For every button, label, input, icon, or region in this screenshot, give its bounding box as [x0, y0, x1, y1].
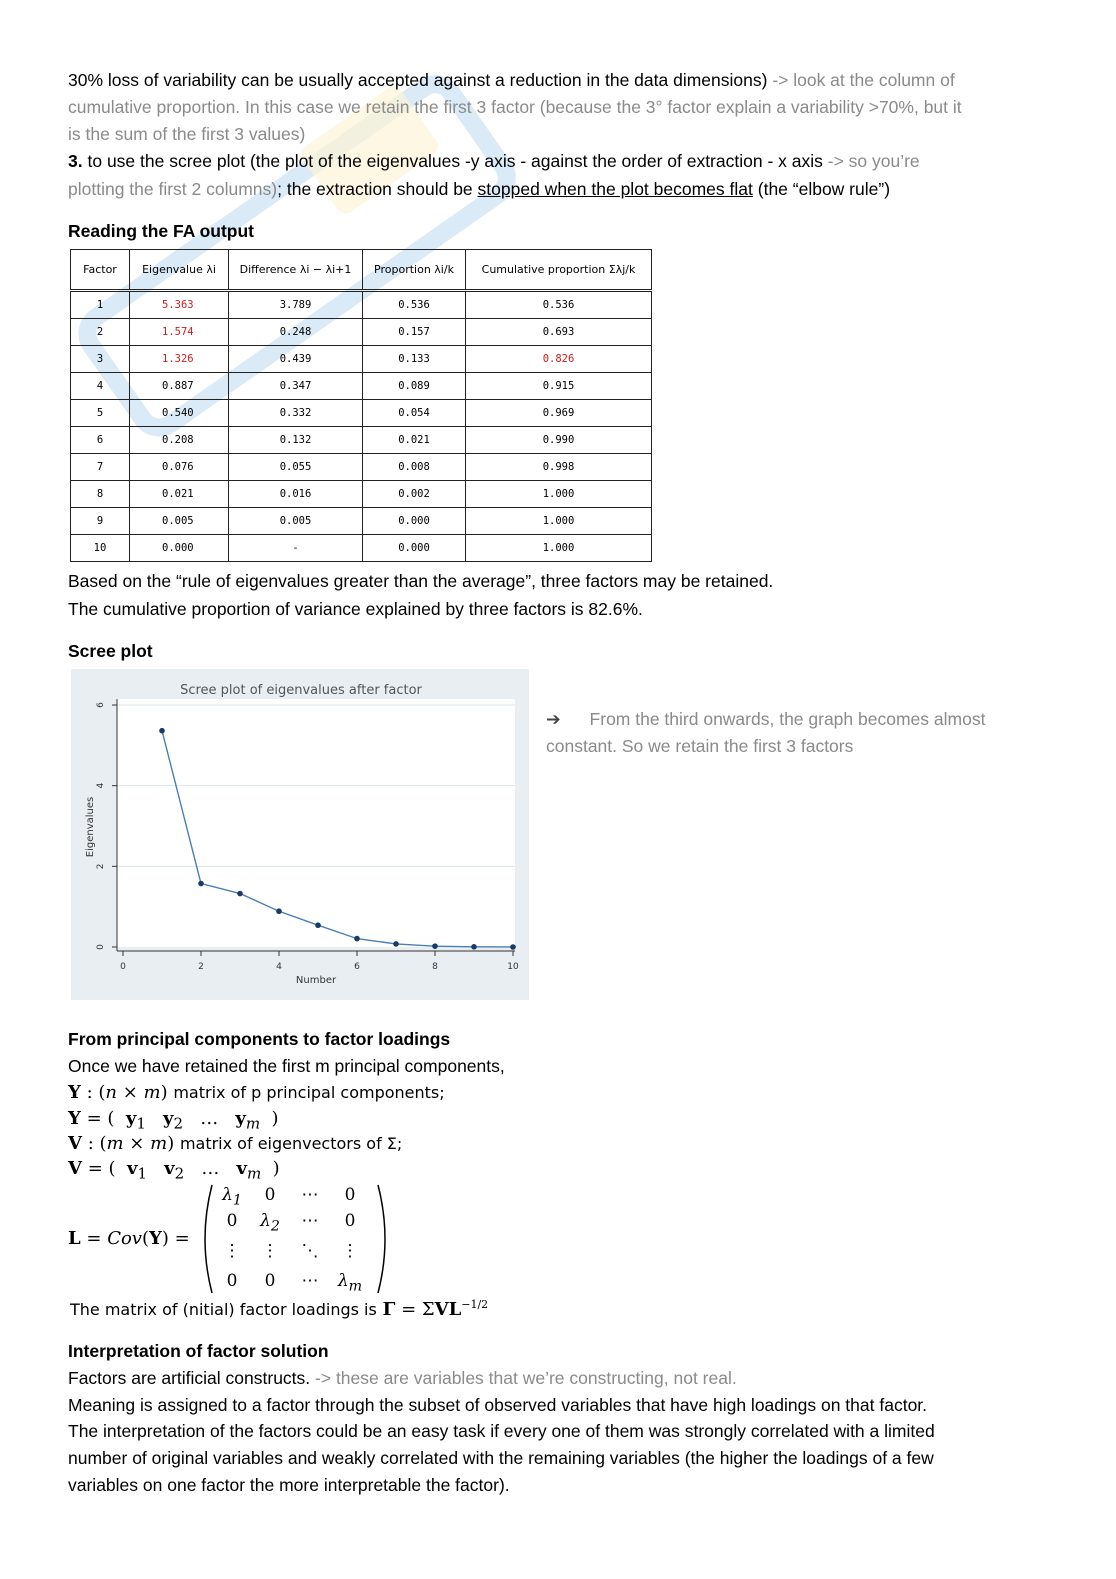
table-body — [71, 291, 652, 562]
table-cell-factor: 8 — [71, 481, 130, 508]
x-tick-label: 4 — [276, 962, 282, 972]
rule-text-3: (the “elbow rule”) — [757, 179, 891, 199]
rule-3-line-2 — [68, 176, 890, 203]
table-cell-eigen: 5.363 — [130, 291, 229, 319]
table-cell-diff: - — [229, 535, 363, 562]
intro-text: 30% loss of variability can be usually accepted against a reduction in the data dimensions) — [68, 70, 768, 90]
rule-text: to use the scree plot (the plot of the eigenvalues -y axis - against the order of extraction - x axis — [87, 151, 823, 171]
l-equation: L = Cov(Y) = — [68, 1228, 190, 1249]
col-header: Difference λi − λi+1 — [229, 250, 363, 291]
interp-line-4: number of original variables and weakly correlated with the remaining variables (the higher the loadings of a few — [68, 1448, 934, 1468]
gamma-text: The matrix of (nitial) factor loadings is — [70, 1300, 377, 1319]
x-tick-label: 6 — [354, 962, 360, 972]
intro-comment: -> look at the column of — [772, 70, 955, 90]
table-row — [71, 508, 652, 535]
table-cell-diff: 3.789 — [229, 291, 363, 319]
intro-line-2: cumulative proportion. In this case we retain the first 3 factor (because the 3° factor explain a variability >70%, but it — [68, 97, 962, 117]
table-cell-cum: 0.990 — [466, 427, 652, 454]
table-cell-cum: 1.000 — [466, 481, 652, 508]
rule-underlined: stopped when the plot becomes flat — [477, 179, 753, 199]
table-cell-eigen: 0.887 — [130, 373, 229, 400]
table-cell-diff: 0.016 — [229, 481, 363, 508]
table-cell-factor: 7 — [71, 454, 130, 481]
table-header-row — [71, 250, 652, 291]
table-cell-eigen: 1.574 — [130, 319, 229, 346]
data-point — [237, 891, 243, 897]
table-cell-factor: 9 — [71, 508, 130, 535]
col-header: Factor — [71, 250, 130, 291]
table-cell-eigen: 0.540 — [130, 400, 229, 427]
table-cell-eigen: 0.076 — [130, 454, 229, 481]
rule-3-line-1 — [68, 148, 920, 175]
table-cell-prop: 0.008 — [363, 454, 466, 481]
table-cell-diff: 0.347 — [229, 373, 363, 400]
table-cell-diff: 0.055 — [229, 454, 363, 481]
chart-plot-area — [96, 699, 519, 972]
y-equation: Y = ( $y_1$ $y_2$ … $y_m$ ) — [68, 1108, 279, 1133]
table-row — [71, 481, 652, 508]
v-definition: V : (m × m) matrix of eigenvectors of Σ; — [68, 1133, 403, 1154]
table-cell-prop: 0.536 — [363, 291, 466, 319]
rule-comment-2: plotting the first 2 columns) — [68, 179, 278, 199]
chart-title: Scree plot of eigenvalues after factor — [180, 683, 422, 698]
table-cell-cum: 0.826 — [466, 346, 652, 373]
interp-line-3: The interpretation of the factors could be an easy task if every one of them was strongly correlated with a limited — [68, 1421, 935, 1441]
col-header: Proportion λi/k — [363, 250, 466, 291]
y-tick-label: 4 — [96, 782, 106, 789]
table-cell-prop: 0.157 — [363, 319, 466, 346]
v-equation: V = ( $v_1$ $v_2$ … $v_m$ ) — [68, 1158, 280, 1183]
arrow-right-icon: ➔ — [546, 709, 561, 729]
table-cell-diff: 0.439 — [229, 346, 363, 373]
table-cell-factor: 3 — [71, 346, 130, 373]
data-point — [432, 943, 438, 949]
table-row — [71, 319, 652, 346]
gamma-equation: The matrix of (nitial) factor loadings is $\Gamma = \Sigma VL^{-1/2}$ — [70, 1298, 489, 1320]
chart-y-label: Eigenvalues — [85, 796, 96, 858]
interp-line-2: Meaning is assigned to a factor through the subset of observed variables that have high loadings on that factor. — [68, 1395, 928, 1415]
side-note-line-1: From the third onwards, the graph becomes almost — [589, 709, 986, 729]
interp-comment: -> these are variables that we’re constructing, not real. — [315, 1368, 737, 1388]
table-row — [71, 427, 652, 454]
intro-line-1 — [68, 67, 955, 94]
fa-heading: Reading the FA output — [68, 221, 254, 241]
chart-x-label: Number — [295, 975, 337, 986]
table-cell-cum: 0.536 — [466, 291, 652, 319]
table-cell-eigen: 0.208 — [130, 427, 229, 454]
x-tick-label: 2 — [198, 962, 204, 972]
y-tick-label: 2 — [96, 863, 106, 870]
data-point — [393, 941, 399, 947]
scree-plot-svg — [71, 669, 529, 1000]
data-point — [198, 881, 204, 887]
table-row — [71, 373, 652, 400]
x-tick-label: 10 — [507, 962, 519, 972]
rule-text-2: ; the extraction should be — [277, 179, 473, 199]
table-cell-prop: 0.000 — [363, 508, 466, 535]
table-cell-factor: 1 — [71, 291, 130, 319]
table-cell-cum: 0.915 — [466, 373, 652, 400]
scree-plot-chart — [71, 669, 529, 1000]
interp-text: Factors are artificial constructs. — [68, 1368, 311, 1388]
rule-comment: -> so you’re — [827, 151, 920, 171]
y-tick-label: 0 — [96, 944, 106, 950]
data-point — [354, 936, 360, 942]
table-cell-cum: 0.693 — [466, 319, 652, 346]
data-point — [471, 944, 477, 950]
table-cell-cum: 1.000 — [466, 508, 652, 535]
x-tick-label: 8 — [432, 962, 438, 972]
table-cell-eigen: 0.021 — [130, 481, 229, 508]
table-cell-eigen: 1.326 — [130, 346, 229, 373]
interp-line-5: variables on one factor the more interpretable the factor). — [68, 1475, 510, 1495]
col-header: Eigenvalue λi — [130, 250, 229, 291]
table-cell-cum: 1.000 — [466, 535, 652, 562]
table-cell-diff: 0.332 — [229, 400, 363, 427]
table-cell-factor: 10 — [71, 535, 130, 562]
table-row — [71, 291, 652, 319]
table-cell-prop: 0.000 — [363, 535, 466, 562]
table-cell-prop: 0.054 — [363, 400, 466, 427]
table-cell-factor: 5 — [71, 400, 130, 427]
intro-line-3: is the sum of the first 3 values) — [68, 124, 306, 144]
data-point — [315, 922, 321, 928]
table-cell-eigen: 0.005 — [130, 508, 229, 535]
table-cell-prop: 0.133 — [363, 346, 466, 373]
y-tick-label: 6 — [96, 702, 106, 708]
table-cell-cum: 0.969 — [466, 400, 652, 427]
interp-line-1 — [68, 1365, 737, 1392]
table-cell-factor: 6 — [71, 427, 130, 454]
eigenvalue-diagonal-matrix: $\lambda_1$ 0 ⋯ 0 0 $\lambda_2$ ⋯ 0 ⋮ ⋮ ⋱ ⋮ 0 0 ⋯ $\lambda_m$ — [200, 1183, 390, 1295]
table-row — [71, 400, 652, 427]
table-cell-diff: 0.132 — [229, 427, 363, 454]
interp-heading: Interpretation of factor solution — [68, 1341, 329, 1361]
table-row — [71, 346, 652, 373]
y-definition: Y : (n × m) matrix of p principal components; — [68, 1082, 445, 1103]
rule-number: 3. — [68, 151, 83, 171]
col-header: Cumulative proportion Σλj/k — [466, 250, 652, 291]
table-cell-prop: 0.021 — [363, 427, 466, 454]
table-cell-eigen: 0.000 — [130, 535, 229, 562]
data-point — [510, 944, 516, 950]
table-cell-cum: 0.998 — [466, 454, 652, 481]
v-def-text: matrix of eigenvectors of Σ; — [179, 1134, 403, 1153]
table-cell-prop: 0.002 — [363, 481, 466, 508]
side-note-line-2: constant. So we retain the first 3 factors — [546, 736, 854, 756]
loadings-intro: Once we have retained the first m principal components, — [68, 1056, 505, 1076]
table-cell-diff: 0.248 — [229, 319, 363, 346]
loadings-heading: From principal components to factor loadings — [68, 1029, 451, 1049]
scree-heading: Scree plot — [68, 641, 153, 661]
fa-output-table — [70, 249, 652, 562]
scree-side-note — [546, 706, 1046, 760]
data-point — [159, 728, 165, 734]
y-def-text: matrix of p principal components; — [173, 1083, 445, 1102]
table-cell-diff: 0.005 — [229, 508, 363, 535]
x-tick-label: 0 — [120, 962, 126, 972]
fa-note-1: Based on the “rule of eigenvalues greater than the average”, three factors may be retained. — [68, 571, 774, 591]
table-cell-prop: 0.089 — [363, 373, 466, 400]
table-cell-factor: 2 — [71, 319, 130, 346]
table-row — [71, 454, 652, 481]
table-cell-factor: 4 — [71, 373, 130, 400]
fa-note-2: The cumulative proportion of variance explained by three factors is 82.6%. — [68, 599, 643, 619]
data-point — [276, 908, 282, 914]
table-row — [71, 535, 652, 562]
plot-background — [117, 699, 515, 947]
